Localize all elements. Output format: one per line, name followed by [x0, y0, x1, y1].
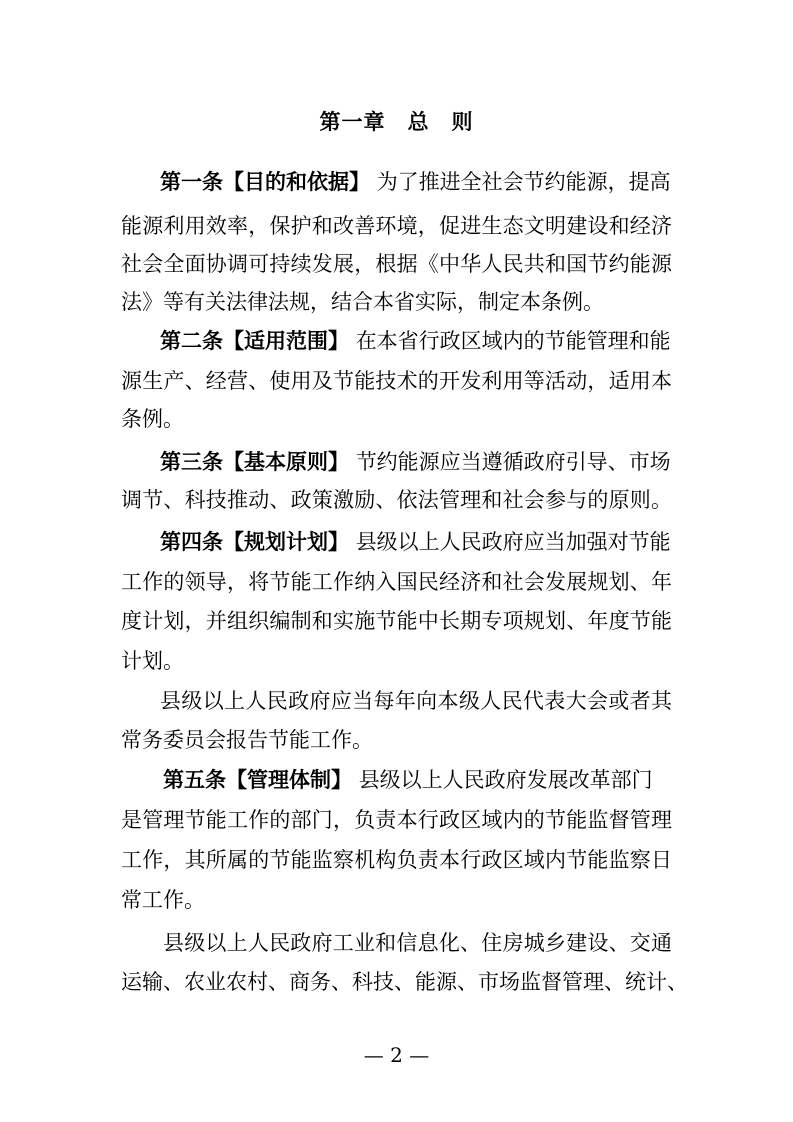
article-4-line-2: 工作的领导，将节能工作纳入国民经济和社会发展规划、年 — [121, 570, 672, 594]
chapter-title: 第一章 总 则 — [319, 110, 474, 134]
article-3-line-2: 调节、科技推动、政策激励、依法管理和社会参与的原则。 — [121, 488, 672, 512]
article-5-para2-line-2: 运输、农业农村、商务、科技、能源、市场监督管理、统计、 — [121, 970, 688, 994]
article-4-heading: 第四条【规划计划】 — [160, 530, 349, 554]
article-3-heading: 第三条【基本原则】 — [160, 450, 349, 474]
article-4-line-3: 度计划，并组织编制和实施节能中长期专项规划、年度节能 — [121, 609, 672, 633]
article-4-first-line — [160, 528, 671, 556]
article-3-first-line — [160, 448, 671, 476]
article-1-line-1: 为了推进全社会节约能源，提高 — [376, 170, 671, 194]
article-2-line-1: 在本省行政区域内的节能管理和能 — [355, 329, 671, 353]
article-5-line-3: 工作，其所属的节能监察机构负责本行政区域内节能监察日 — [121, 848, 672, 872]
article-5-para2-line-1: 县级以上人民政府工业和信息化、住房城乡建设、交通 — [163, 931, 672, 955]
article-1-line-3: 社会全面协调可持续发展，根据《中华人民共和国节约能源 — [121, 252, 672, 276]
article-2-first-line — [160, 327, 671, 355]
article-5-line-1: 县级以上人民政府发展改革部门 — [358, 768, 653, 792]
article-4-para2-line-2: 常务委员会报告节能工作。 — [121, 728, 373, 752]
article-4-line-4: 计划。 — [121, 649, 184, 673]
article-2-line-3: 条例。 — [121, 407, 184, 431]
article-3-line-1: 节约能源应当遵循政府引导、市场 — [355, 450, 671, 474]
article-4-para2-line-1: 县级以上人民政府应当每年向本级人民代表大会或者其 — [160, 689, 672, 713]
article-4-line-1: 县级以上人民政府应当加强对节能 — [355, 530, 671, 554]
article-5-first-line — [163, 766, 653, 794]
article-5-heading: 第五条【管理体制】 — [163, 768, 352, 792]
article-1-first-line — [160, 168, 671, 196]
page-number: — 2 — — [363, 1043, 430, 1067]
article-1-heading: 第一条【目的和依据】 — [160, 170, 370, 194]
article-5-line-4: 常工作。 — [121, 888, 205, 912]
article-5-line-2: 是管理节能工作的部门，负责本行政区域内的节能监督管理 — [121, 808, 672, 832]
article-1-line-2: 能源利用效率，保护和改善环境，促进生态文明建设和经济 — [121, 214, 672, 238]
article-2-heading: 第二条【适用范围】 — [160, 329, 349, 353]
article-1-line-4: 法》等有关法律法规，结合本省实际，制定本条例。 — [121, 290, 604, 314]
article-2-line-2: 源生产、经营、使用及节能技术的开发利用等活动，适用本 — [121, 369, 672, 393]
